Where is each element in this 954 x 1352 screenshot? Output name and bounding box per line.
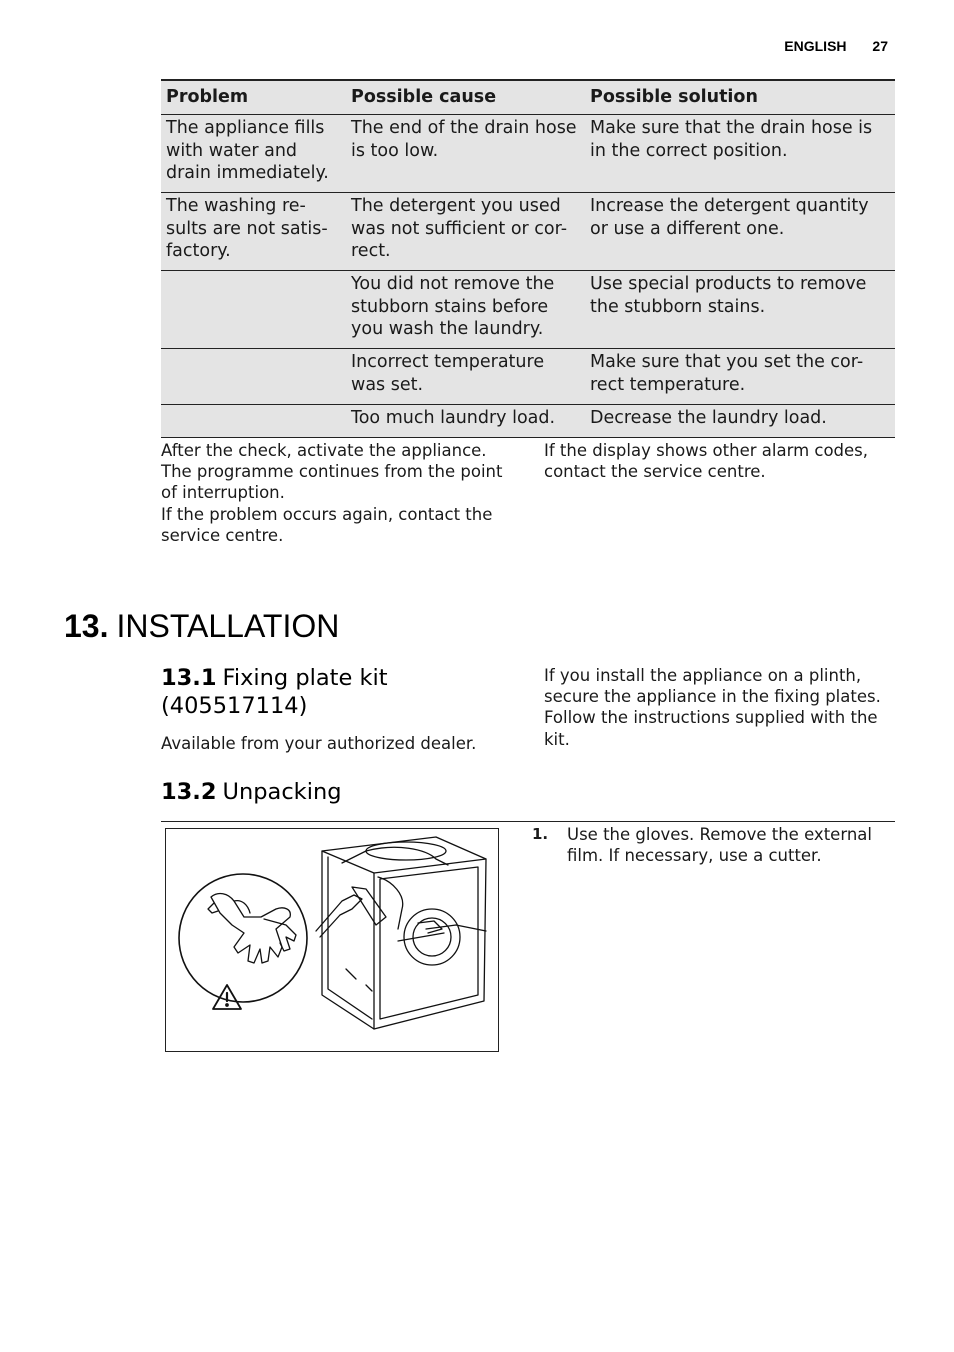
table-header-row [161,80,895,115]
table-row [161,193,895,271]
table-cell: The appliance fills with water and drain immediately. [161,115,346,193]
section-title: INSTALLATION [116,608,340,644]
step-number: 1. [532,825,549,843]
step-text: Use the gloves. Remove the external film. If necessary, use a cutter. [567,825,872,866]
note-line: The programme continues from the point of interruption. [161,462,503,503]
table-row [161,405,895,438]
section-heading [64,604,339,648]
table-row [161,115,895,193]
table-row [161,271,895,349]
table-cell: Decrease the laundry load. [585,405,895,438]
divider [161,821,895,822]
table-cell: Too much laundry load. [346,405,585,438]
table-cell [161,405,346,438]
subsection-title: Fixing plate kit (405517114) [161,665,388,719]
step-1 [532,824,892,866]
table-cell: Use special products to remove the stubborn stains. [585,271,895,349]
subsection-title: Unpacking [222,779,342,805]
table-cell: The end of the drain hose is too low. [346,115,585,193]
unpacking-illustration [165,828,499,1052]
troubleshooting-table [161,79,895,438]
column-header: Problem [161,80,346,115]
plinth-instructions: If you install the appliance on a plinth, secure the appliance in the fixing plates. Follow the instructions supplied with the kit. [544,666,881,749]
table-cell [161,349,346,405]
table-cell: Increase the detergent quantity or use a different one. [585,193,895,271]
subsection-heading-unpacking [161,778,342,806]
table-cell: Incorrect temperature was set. [346,349,585,405]
note-line: If the display shows other alarm codes, contact the service centre. [544,441,869,482]
table-cell: The washing re-sults are not satis-factory. [161,193,346,271]
gloves-icon [208,894,296,963]
column-header: Possible cause [346,80,585,115]
table-row [161,349,895,405]
table-cell: You did not remove the stubborn stains before you wash the laundry. [346,271,585,349]
column-header: Possible solution [585,80,895,115]
note-left [161,440,521,546]
fixing-plate-text: Available from your authorized dealer. [161,734,477,753]
gloves-warning-badge [179,874,307,1009]
table-cell: The detergent you used was not sufficient or cor-rect. [346,193,585,271]
table-cell: Make sure that you set the cor-rect temperature. [585,349,895,405]
note-right [544,440,896,482]
subsection-number: 13.2 [161,779,217,805]
running-header [762,38,888,54]
table-cell [161,271,346,349]
section-number: 13. [64,608,109,644]
header-language: ENGLISH [784,38,847,54]
table-cell: Make sure that the drain hose is in the correct position. [585,115,895,193]
note-line: If the problem occurs again, contact the service centre. [161,504,493,545]
subsection-number: 13.1 [161,665,217,691]
subsection-heading-fixing-plate [161,664,461,720]
note-line: After the check, activate the appliance. [161,441,487,460]
washing-machine-drawing [316,837,486,1029]
page-number: 27 [872,38,888,54]
